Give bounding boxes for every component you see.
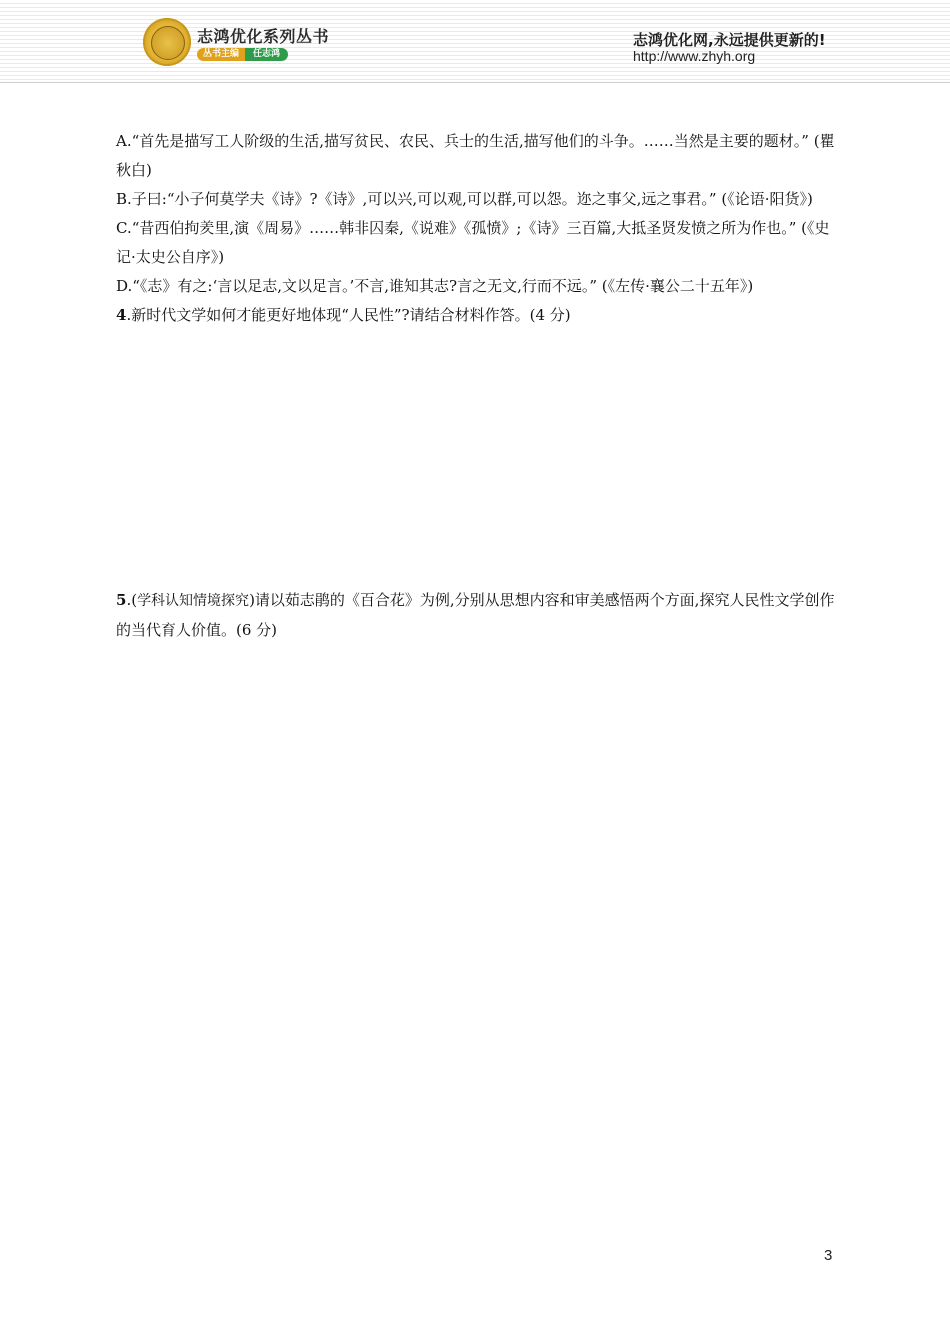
question-4-text: .新时代文学如何才能更好地体现“人民性”?请结合材料作答。(4 分): [126, 306, 571, 324]
question-4: [116, 301, 836, 330]
site-slogan: 志鸿优化网,永远提供更新的!: [633, 31, 826, 49]
header-divider: [0, 82, 950, 83]
editor-label: 丛书主编: [197, 48, 245, 61]
question-5-open-paren: .(: [126, 591, 138, 609]
question-5-block: [116, 586, 836, 645]
site-url[interactable]: http://www.zhyh.org: [633, 48, 756, 64]
option-b: B.子曰:“小子何莫学夫《诗》?《诗》,可以兴,可以观,可以群,可以怨。迩之事父,远之事君。” (《论语·阳货》): [116, 190, 813, 208]
series-title: 志鸿优化系列丛书: [197, 27, 330, 46]
editor-name: 任志鸿: [245, 48, 288, 61]
question-4-number: 4: [116, 306, 127, 324]
seal-emblem: [151, 26, 185, 60]
series-logo-seal: [143, 18, 191, 66]
page-number: 3: [824, 1247, 833, 1264]
question-5-text: )请以茹志鹃的《百合花》为例,分别从思想内容和审美感悟两个方面,探究人民性文学创作的当代育人价值。(6 分): [116, 591, 835, 639]
question-5-number: 5: [116, 591, 127, 609]
editor-badge: [197, 48, 288, 61]
option-d: D.“《志》有之:‘言以足志,文以足言。’不言,谁知其志?言之无文,行而不远。” (《左传·襄公二十五年》): [116, 277, 754, 295]
option-a: A.“首先是描写工人阶级的生活,描写贫民、农民、兵士的生活,描写他们的斗争。……当然是主要的题材。” (瞿秋白): [116, 132, 835, 179]
question-5: [116, 586, 836, 645]
option-c: C.“昔西伯拘羑里,演《周易》……韩非囚秦,《说难》《孤愤》;《诗》三百篇,大抵圣贤发愤之所为作也。” (《史记·太史公自序》): [116, 219, 830, 266]
options-block: [116, 127, 836, 330]
question-5-tag: 学科认知情境探究: [137, 593, 250, 609]
